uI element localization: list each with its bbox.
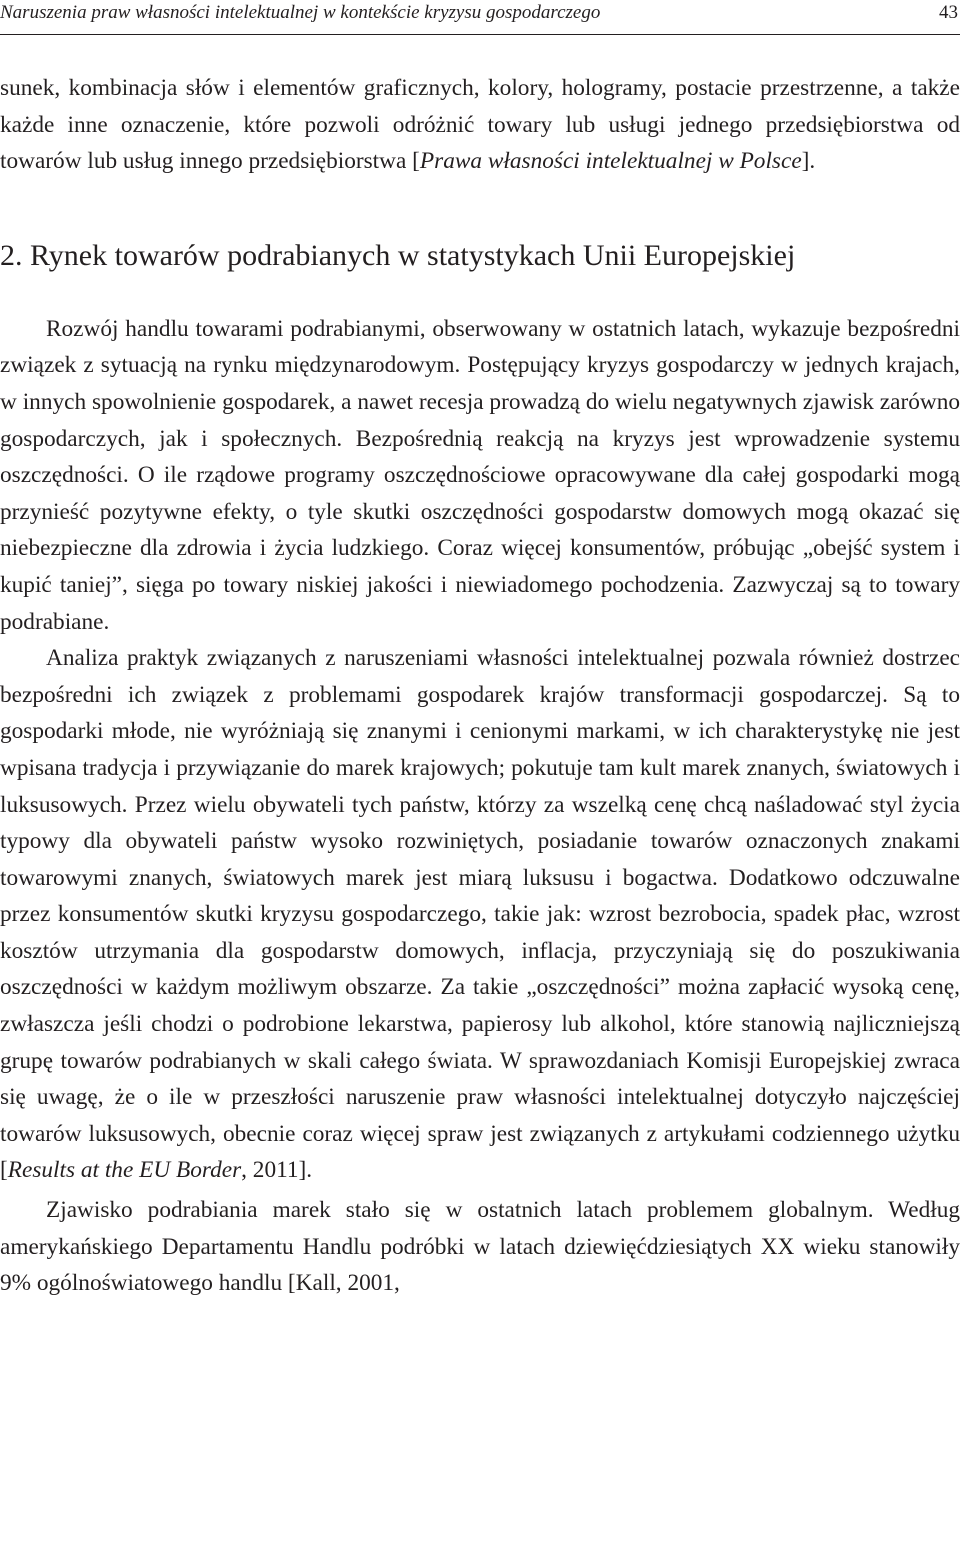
running-header (0, 0, 960, 35)
paragraph (0, 311, 960, 640)
paragraph-text: Rozwój handlu towarami podrabianymi, obserwowany w ostatnich latach, wykazuje bezpośredni związek z sytuacją na rynku międzynarodowym. Postępujący kryzys gospodarczy w jednych krajach, w innych spowolnienie gospodarek, a nawet recesja prowadzą do wielu negatywnych zjawisk zarówno gospodarczych, jak i społecznych. Bezpośrednią reakcją na kryzys jest wprowadzenie systemu oszczędności. O ile rządowe programy oszczędnościowe opracowywane dla całej gospodarki mogą przynieść pozytywne efekty, o tyle skutki oszczędności gospodarstw domowych mogą okazać się niebezpieczne dla zdrowia i życia ludzkiego. Coraz więcej konsumentów, próbując „obejść system i kupić taniej”, sięga po towary niskiej jakości i niewiadomego pochodzenia. Zazwyczaj są to towary podrabiane. (0, 315, 960, 635)
paragraph-text: sunek, kombinacja słów i elementów graficznych, kolory, hologramy, postacie przestrzenne, a także każde inne oznaczenie, które pozwoli odróżnić towary lub usługi jednego przedsiębiorstwa od towarów lub usług innego przedsiębiorstwa [ (0, 75, 960, 175)
paragraph-text: , 2011]. (241, 1157, 313, 1184)
page-number: 43 (939, 2, 958, 23)
section-heading: 2. Rynek towarów podrabianych w statystykach Unii Europejskiej (0, 238, 796, 272)
running-title: Naruszenia praw własności intelektualnej w kontekście kryzysu gospodarczego (0, 2, 601, 23)
paragraph-text: Analiza praktyk związanych z naruszeniami własności intelektualnej pozwala również dostrzec bezpośredni ich związek z problemami gospodarek krajów transformacji gospodarczej. Są to gospodarki młode, nie wyróżniają się znanymi i cenionymi markami, w ich charakterystykę nie jest wpisana tradycja i przywiązanie do marek krajowych; pokutuje tam kult marek znanych, światowych i luksusowych. Przez wielu obywateli tych państw, którzy za wszelką cenę chcą naśladować styl życia typowy dla obywateli państw wysoko rozwiniętych, posiadanie towarów oznaczonych znakami towarowymi znanych, światowych marek jest miarą luksusu i bogactwa. Dodatkowo odczuwalne przez konsumentów skutki kryzysu gospodarczego, takie jak: wzrost bezrobocia, spadek płac, wzrost kosztów utrzymania dla gospodarstw domowych, inflacja, przyczyniają się do poszukiwania oszczędności w każdym możliwym obszarze. Za takie „oszczędności” można zapłacić wysoką cenę, zwłaszcza jeśli chodzi o podrobione lekarstwa, papierosy lub alkohol, które stanowią najliczniejszą grupę towarów podrabianych w skali całego świata. W sprawozdaniach Komisji Europejskiej zwraca się uwagę, że o ile w przeszłości naruszenie praw własności intelektualnej dotyczyło najczęściej towarów luksusowych, obecnie coraz więcej spraw jest związanych z artykułami codziennego użytku [ (0, 645, 960, 1184)
paragraph (0, 640, 960, 1189)
paragraph-text: Zjawisko podrabiania marek stało się w ostatnich latach problemem globalnym. Według amerykańskiego Departamentu Handlu podróbki w latach dziewięćdziesiątych XX wieku stanowiły 9% ogólnoświatowego handlu [Kall, 2001, (0, 1197, 960, 1297)
cited-title: Results at the EU Border (7, 1157, 242, 1184)
page-body (0, 70, 960, 1302)
paragraph (0, 1192, 960, 1302)
cited-title: Prawa własności intelektualnej w Polsce (419, 148, 802, 175)
paragraph-continued (0, 70, 960, 180)
paragraph-text: ]. (801, 148, 816, 175)
